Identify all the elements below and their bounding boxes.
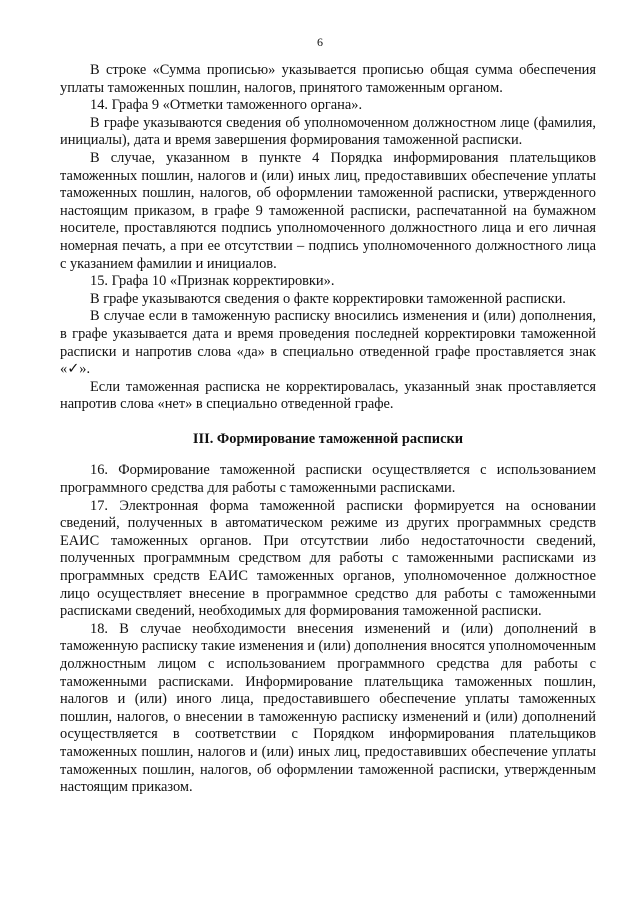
paragraph: В строке «Сумма прописью» указывается прописью общая сумма обеспечения уплаты таможенных пошлин, налогов, принятого таможенным органом.: [60, 62, 596, 96]
paragraph: В графе указываются сведения о факте корректировки таможенной расписки.: [90, 290, 566, 307]
section-heading: III. Формирование таможенной расписки: [192, 430, 464, 447]
paragraph: 18. В случае необходимости внесения изменений и (или) дополнений в таможенную расписку такие изменения и (или) дополнения вносятся уполномоченным должностным лицом с использованием программного средства для работы с таможенными расписками. Информирование плательщика таможенных пошлин, налогов и (или) иного лица, предоставившего обеспечение уплаты таможенных пошлин, налогов, о внесении в таможенную расписку изменений и (или) дополнений осуществляется в соответствии с Порядком информирования плательщиков таможенных пошлин, налогов и (или) иных лиц, предоставивших обеспечение уплаты таможенных пошлин, налогов, об оформлении таможенной расписки, утвержденным настоящим приказом.: [60, 620, 596, 796]
paragraph: Если таможенная расписка не корректировалась, указанный знак проставляется напротив слова «нет» в специально отведенной графе.: [60, 378, 596, 413]
paragraph: В графе указываются сведения об уполномоченном должностном лице (фамилия, инициалы), дата и время завершения формирования таможенной расписки.: [60, 114, 596, 149]
paragraph: 17. Электронная форма таможенной расписки формируется на основании сведений, полученных в автоматическом режиме из других программных средств ЕАИС таможенных органов. При отсутствии либо недостаточности сведений, полученных программным средством для работы с таможенными расписками из программных средств ЕАИС таможенных органов, уполномоченное должностное лицо осуществляет внесение в программное средство для работы с таможенными расписками сведений, необходимых для формирования таможенной расписки.: [60, 497, 596, 620]
clause-heading: 14. Графа 9 «Отметки таможенного органа».: [90, 97, 363, 114]
paragraph: В случае, указанном в пункте 4 Порядка информирования плательщиков таможенных пошлин, налогов и (или) иных лиц, предоставивших обеспечение уплаты таможенных пошлин, налогов, об оформлении таможенной расписки, утвержденного настоящим приказом, в графе 9 таможенной расписки, распечатанной на бумажном носителе, проставляются подпись уполномоченного должностного лица и его личная номерная печать, а при ее отсутствии – подпись уполномоченного должностного лица с указанием фамилии и инициалов.: [60, 149, 596, 272]
page-number: 6: [317, 35, 323, 49]
document-body: [60, 62, 596, 797]
paragraph: 16. Формирование таможенной расписки осуществляется с использованием программного средства для работы с таможенными расписками.: [60, 462, 596, 497]
paragraph: В случае если в таможенную расписку вносились изменения и (или) дополнения, в графе указывается дата и время проведения последней корректировки таможенной расписки и напротив слова «да» в специально отведенной графе проставляется знак «✓».: [60, 308, 596, 378]
clause-heading: 15. Графа 10 «Признак корректировки».: [90, 273, 335, 290]
